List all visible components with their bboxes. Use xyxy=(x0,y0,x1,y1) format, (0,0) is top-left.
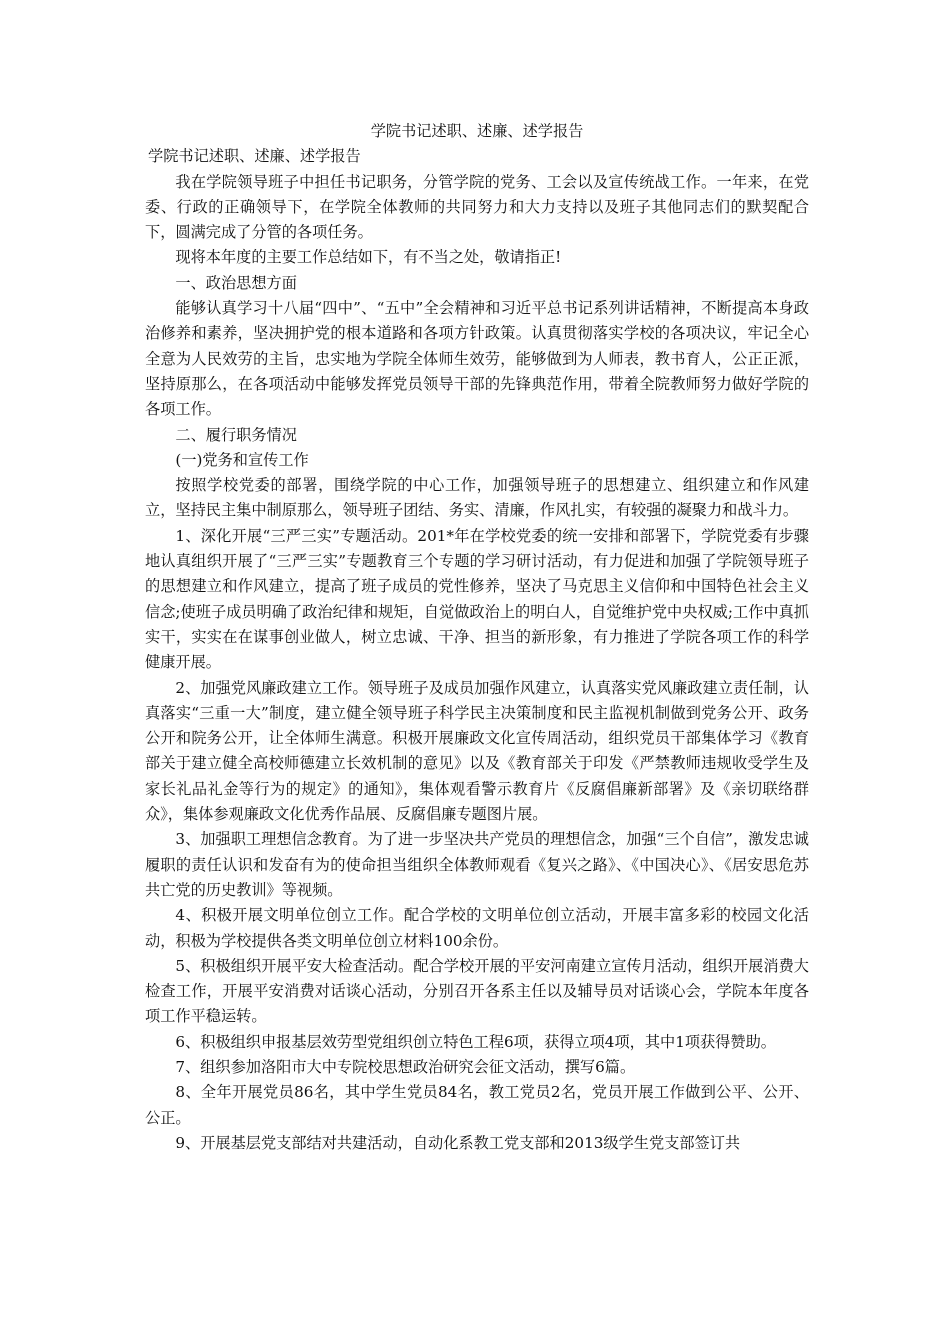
paragraph-summary-note: 现将本年度的主要工作总结如下，有不当之处，敬请指正! xyxy=(175,248,562,267)
paragraph-intro: 我在学院领导班子中担任书记职务，分管学院的党务、工会以及宣传统战工作。一年来，在党委、行政的正确领导下，在学院全体教师的共同努力和大力支持以及班子其他同志们的默契配合下，圆满完成了分管的各项任务。 xyxy=(145,172,809,242)
list-item: 5、积极组织开展平安大检查活动。配合学校开展的平安河南建立宣传月活动，组织开展消费大检查工作，开展平安消费对话谈心活动，分别召开各系主任以及辅导员对话谈心会，学院本年度各项工作平稳运转。 xyxy=(145,956,809,1026)
section-heading-duties: 二、履行职务情况 xyxy=(175,425,297,444)
section-heading-political: 一、政治思想方面 xyxy=(175,273,297,292)
document-page xyxy=(145,119,809,1156)
document-subtitle: 学院书记述职、述廉、述学报告 xyxy=(148,147,361,166)
list-item: 6、积极组织申报基层效劳型党组织创立特色工程6项，获得立项4项，其中1项获得赞助。 xyxy=(175,1032,776,1051)
list-item: 9、开展基层党支部结对共建活动，自动化系教工党支部和2013级学生党支部签订共 xyxy=(175,1133,741,1152)
list-item: 1、深化开展“三严三实”专题活动。201*年在学校党委的统一安排和部署下，学院党委有步骤地认真组织开展了“三严三实”专题教育三个专题的学习研讨活动，有力促进和加强了学院领导班子的思想建立和作风建立，提高了班子成员的党性修养，坚决了马克思主义信仰和中国特色社会主义信念;使班子成员明确了政治纪律和规矩，自觉做政治上的明白人，自觉维护党中央权威;工作中真抓实干，实实在在谋事创业做人，树立忠诚、干净、担当的新形象，有力推进了学院各项工作的科学健康开展。 xyxy=(145,526,809,672)
list-item: 8、全年开展党员86名，其中学生党员84名，教工党员2名，党员开展工作做到公平、公开、公正。 xyxy=(145,1083,809,1127)
paragraph-political: 能够认真学习十八届“四中”、“五中”全会精神和习近平总书记系列讲话精神，不断提高本身政治修养和素养，坚决拥护党的根本道路和各项方针政策。认真贯彻落实学校的各项决议，牢记全心全意为人民效劳的主旨，忠实地为学院全体师生效劳，能够做到为人师表，教书育人，公正正派，坚持原那么，在各项活动中能够发挥党员领导干部的先锋典范作用，带着全院教师努力做好学院的各项工作。 xyxy=(145,299,809,419)
list-item: 4、积极开展文明单位创立工作。配合学校的文明单位创立活动，开展丰富多彩的校园文化活动，积极为学校提供各类文明单位创立材料100余份。 xyxy=(145,906,809,950)
document-title: 学院书记述职、述廉、述学报告 xyxy=(370,122,584,140)
list-item: 2、加强党风廉政建立工作。领导班子及成员加强作风建立，认真落实党风廉政建立责任制，认真落实“三重一大”制度，建立健全领导班子科学民主决策制度和民主监视机制做到党务公开、政务公开和院务公开，让全体师生满意。积极开展廉政文化宣传周活动，组织党员干部集体学习《教育部关于建立健全高校师德建立长效机制的意见》以及《教育部关于印发《严禁教师违规收受学生及家长礼品礼金等行为的规定》的通知》，集体观看警示教育片《反腐倡廉新部署》及《亲切联络群众》，集体参观廉政文化优秀作品展、反腐倡廉专题图片展。 xyxy=(145,678,809,824)
list-item: 3、加强职工理想信念教育。为了进一步坚决共产党员的理想信念，加强“三个自信”，激发忠诚履职的责任认识和发奋有为的使命担当组织全体教师观看《复兴之路》、《中国决心》、《居安思危苏共亡党的历史教训》等视频。 xyxy=(145,830,809,899)
paragraph-party-affairs: 按照学校党委的部署，围绕学院的中心工作，加强领导班子的思想建立、组织建立和作风建立，坚持民主集中制原那么，领导班子团结、务实、清廉，作风扎实，有较强的凝聚力和战斗力。 xyxy=(145,476,809,520)
subsection-heading-party-affairs: (一)党务和宣传工作 xyxy=(175,450,309,469)
list-item: 7、组织参加洛阳市大中专院校思想政治研究会征文活动，撰写6篇。 xyxy=(175,1057,636,1076)
